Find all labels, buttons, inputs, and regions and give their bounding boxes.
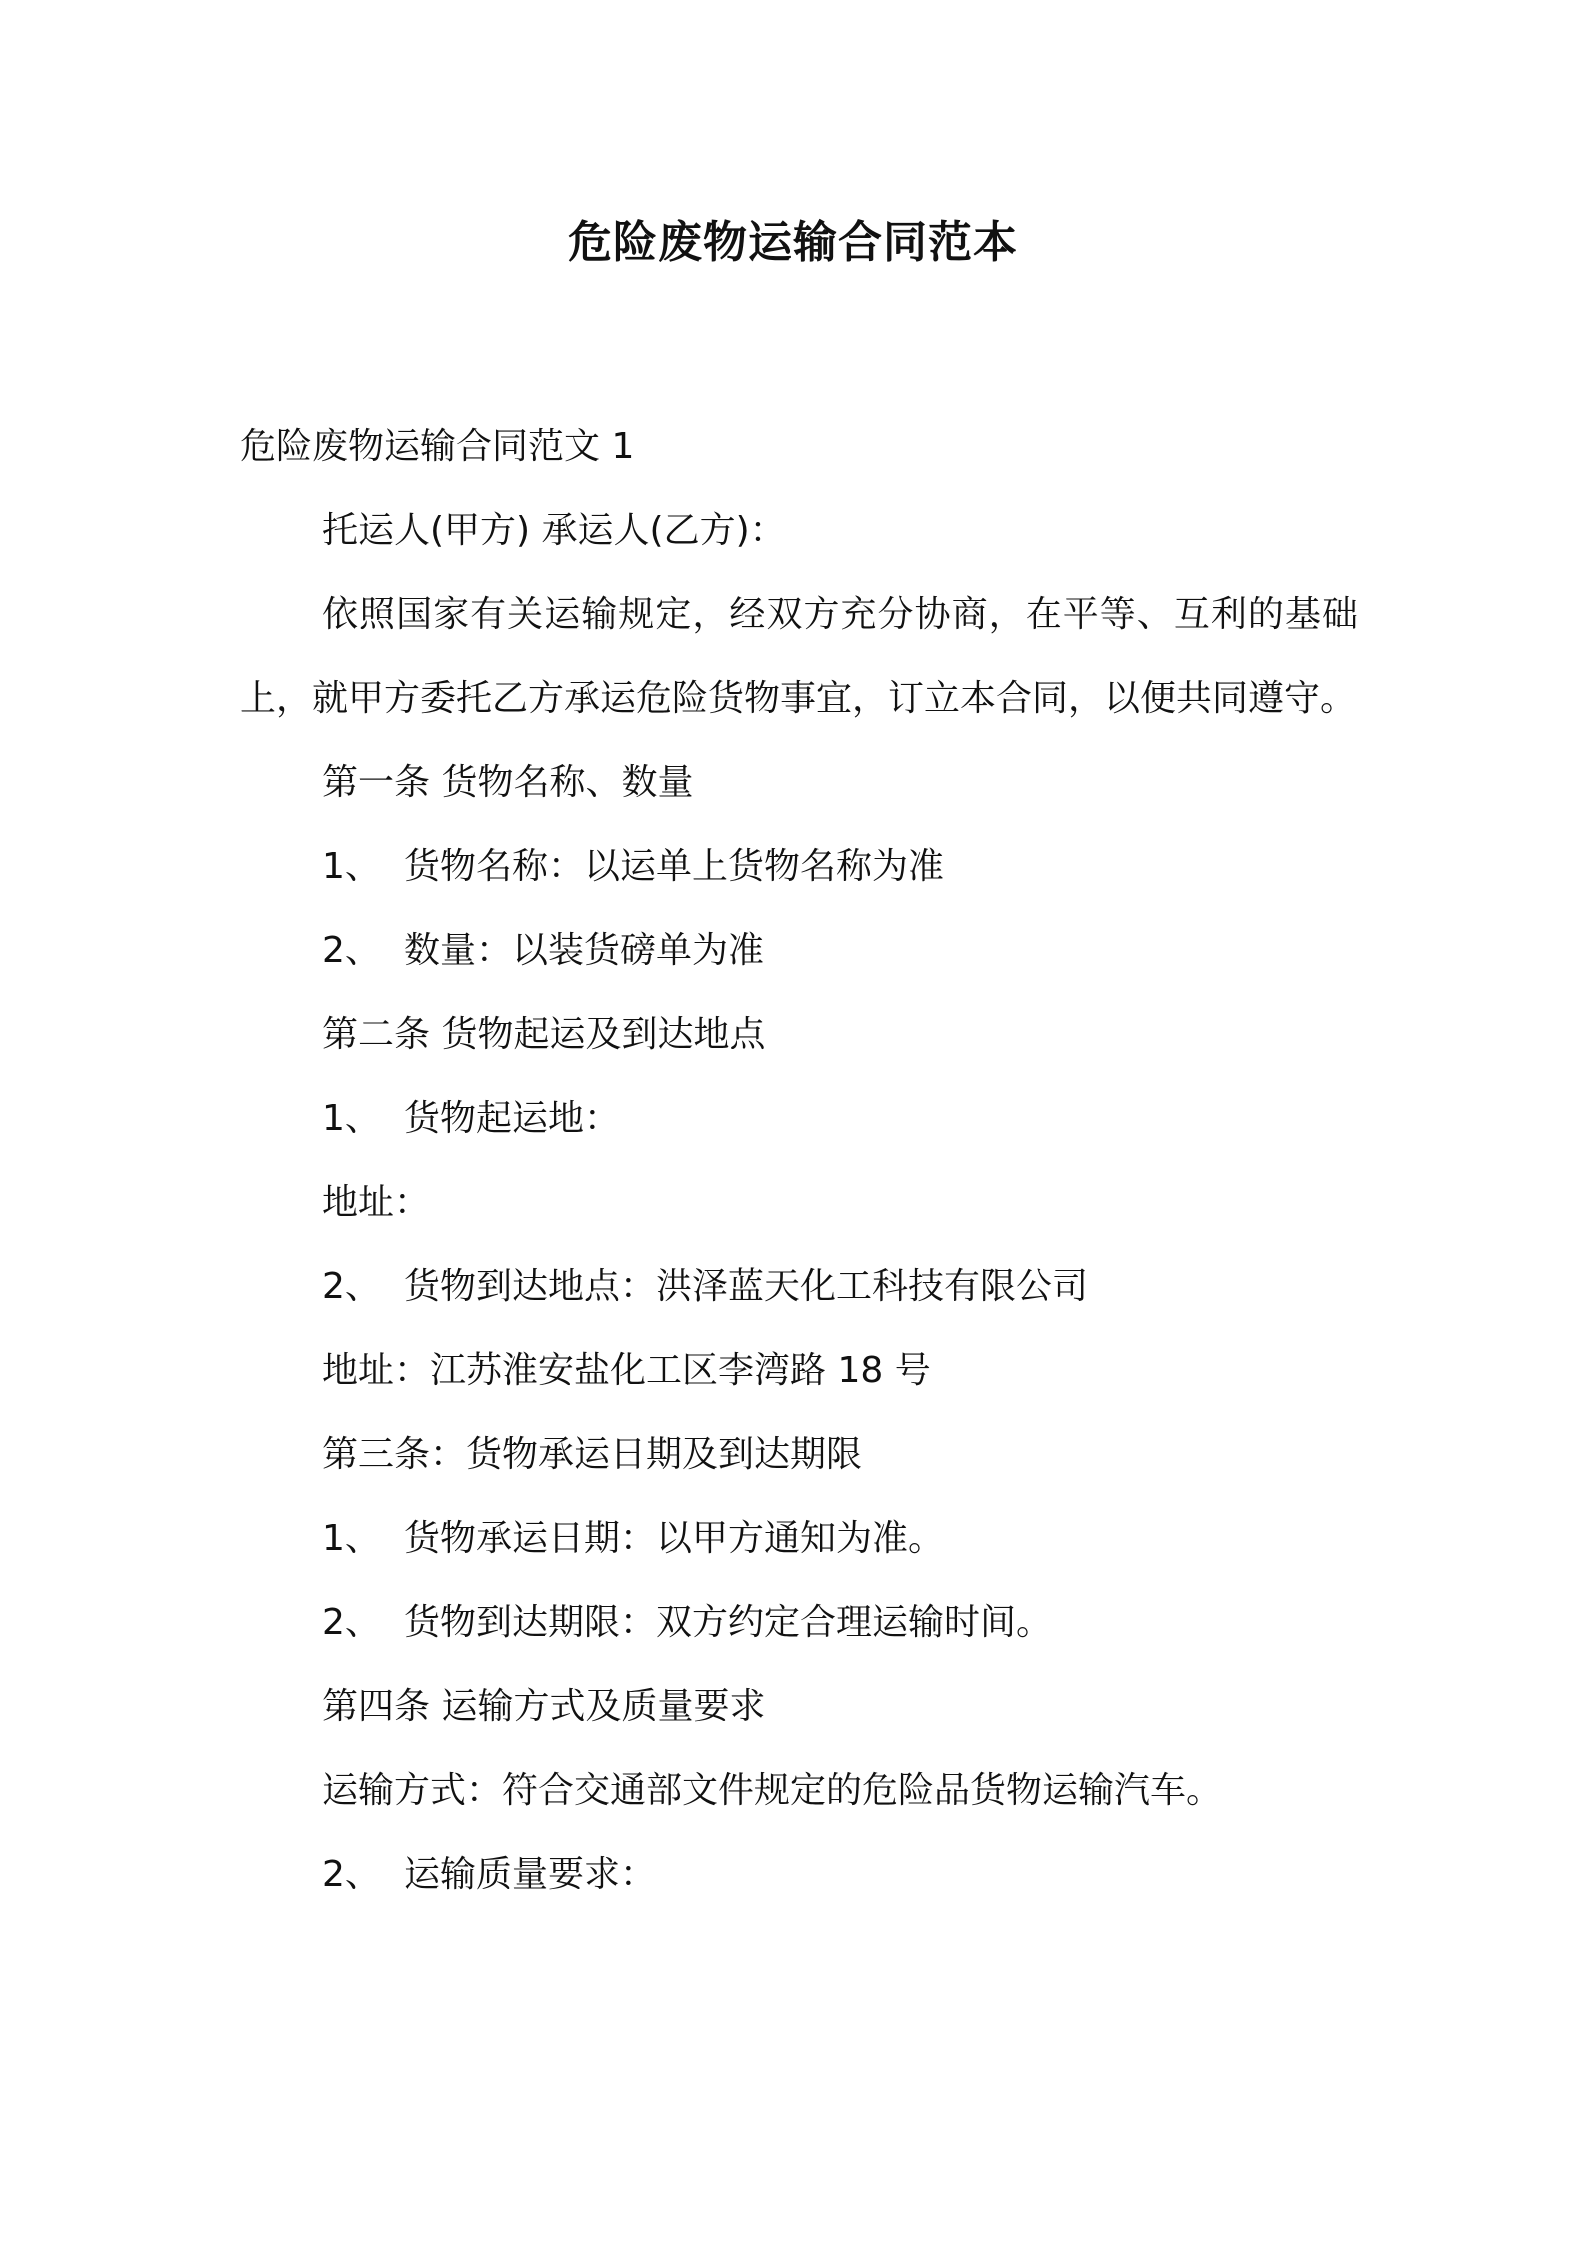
- article-3-heading: 第三条：货物承运日期及到达期限: [322, 1434, 863, 1475]
- list-item: [240, 1833, 1358, 1917]
- item-number: 2、: [322, 1266, 381, 1307]
- list-item: [240, 825, 1358, 909]
- item-number: 1、: [322, 846, 381, 887]
- list-item: [240, 1581, 1358, 1665]
- article-1-heading: 第一条 货物名称、数量: [322, 762, 694, 803]
- list-item: [240, 1497, 1358, 1581]
- item-text: 货物名称：以运单上货物名称为准: [404, 846, 945, 887]
- item-text: 货物起运地：: [404, 1098, 621, 1139]
- list-item: [240, 1245, 1358, 1329]
- address-line: 地址：: [322, 1182, 431, 1223]
- list-item: [240, 909, 1358, 993]
- item-number: 1、: [322, 1518, 381, 1559]
- document-title: 危险废物运输合同范本: [568, 217, 1018, 268]
- article-2-heading: 第二条 货物起运及到达地点: [322, 1014, 766, 1055]
- item-number: 1、: [322, 1098, 381, 1139]
- item-text: 数量：以装货磅单为准: [404, 930, 765, 971]
- transport-method-line: 运输方式：符合交通部文件规定的危险品货物运输汽车。: [322, 1770, 1223, 1811]
- intro-paragraph: 依照国家有关运输规定，经双方充分协商，在平等、互利的基础上，就甲方委托乙方承运危险货物事宜，订立本合同，以便共同遵守。: [240, 594, 1358, 719]
- address-line: 地址：江苏淮安盐化工区李湾路 18 号: [322, 1350, 931, 1391]
- item-number: 2、: [322, 930, 381, 971]
- item-number: 2、: [322, 1602, 381, 1643]
- item-text: 货物到达地点：洪泽蓝天化工科技有限公司: [404, 1266, 1089, 1307]
- parties-line: 托运人(甲方) 承运人(乙方)：: [322, 510, 786, 551]
- item-number: 2、: [322, 1854, 381, 1895]
- subtitle: 危险废物运输合同范文 1: [240, 426, 635, 467]
- item-text: 运输质量要求：: [404, 1854, 657, 1895]
- document-body: [240, 405, 1358, 1917]
- item-text: 货物承运日期：以甲方通知为准。: [404, 1518, 945, 1559]
- list-item: [240, 1077, 1358, 1161]
- item-text: 货物到达期限：双方约定合理运输时间。: [404, 1602, 1053, 1643]
- article-4-heading: 第四条 运输方式及质量要求: [322, 1686, 766, 1727]
